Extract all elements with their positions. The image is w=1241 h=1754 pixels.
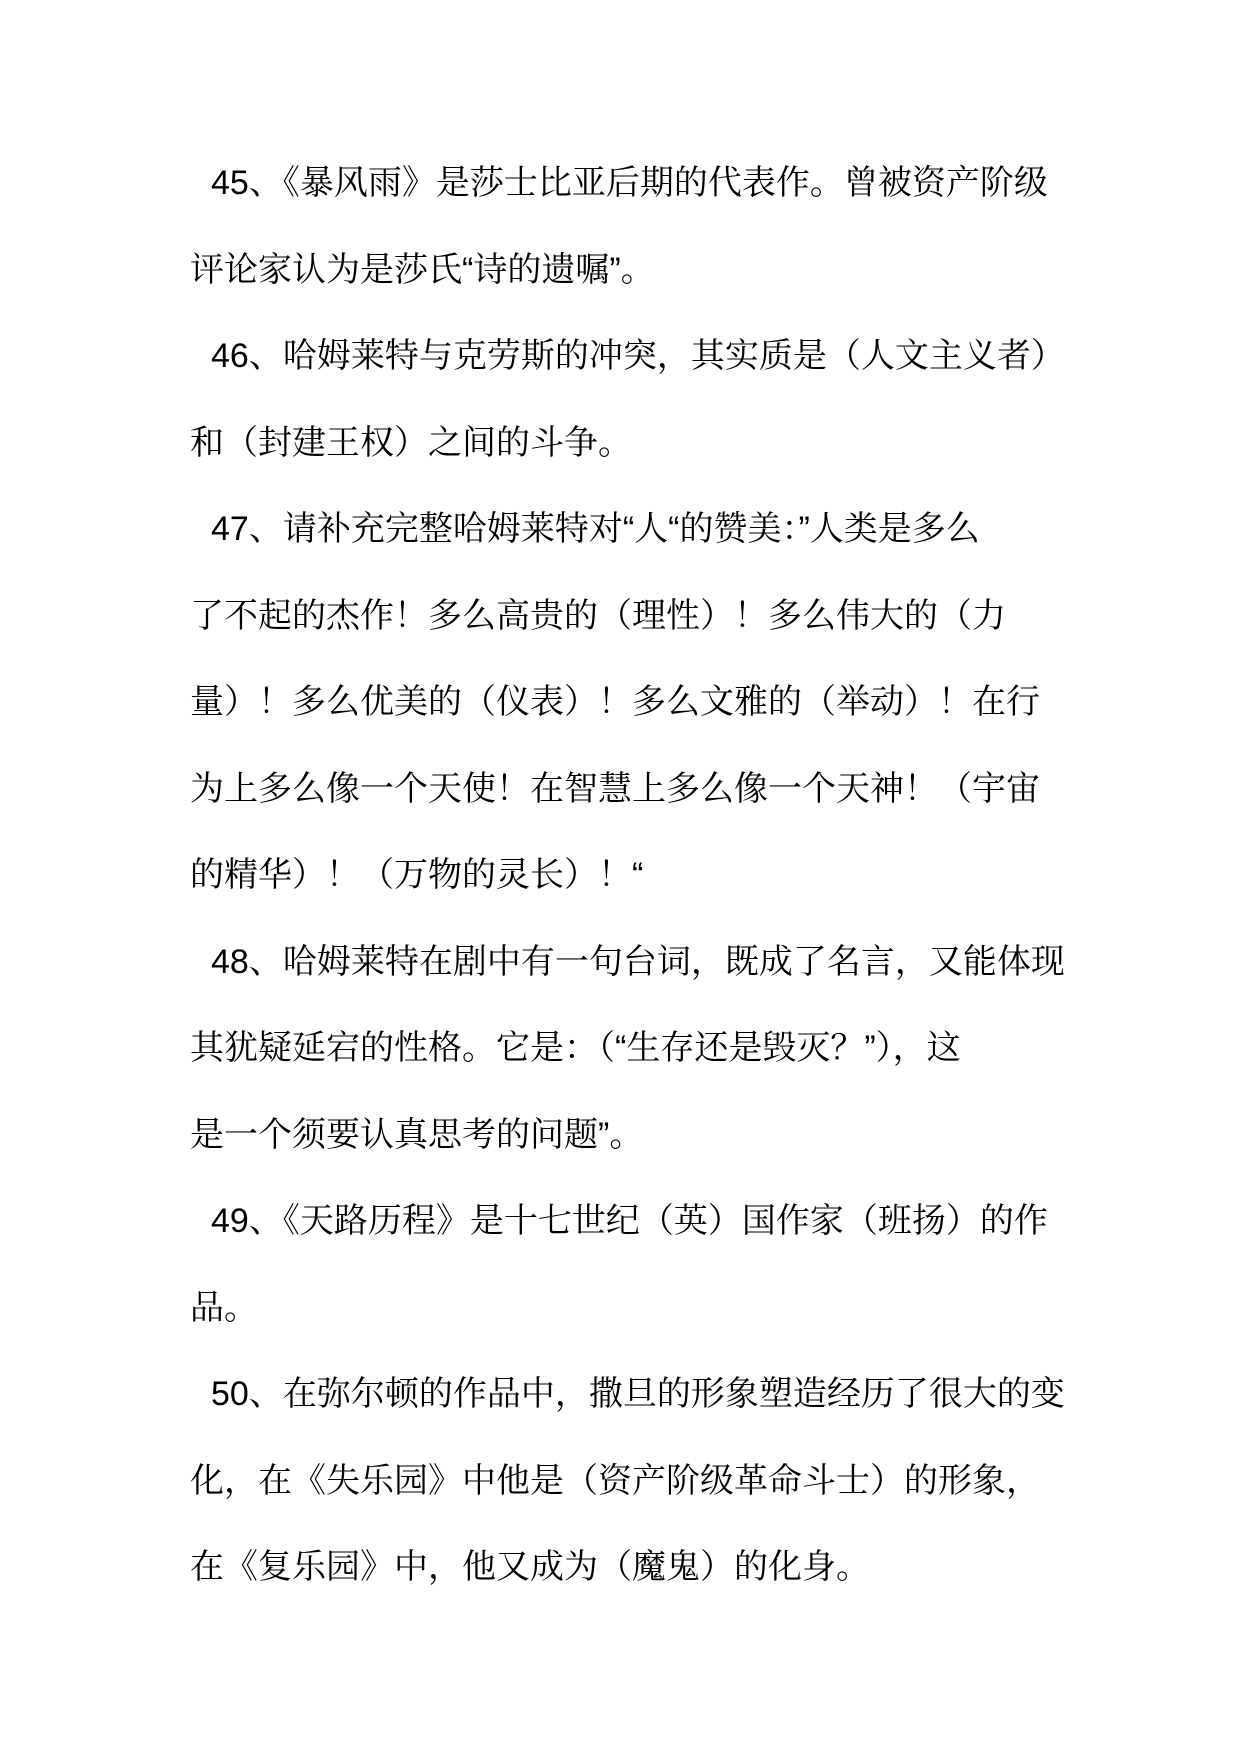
paragraph-50 xyxy=(190,1351,1090,1611)
text-line: 了不起的杰作！多么高贵的（理性）！多么伟大的（力 xyxy=(190,596,1006,635)
text-line: 45、《暴风雨》是莎士比亚后期的代表作。曾被资产阶级 xyxy=(211,164,1048,202)
text-line: 是一个须要认真思考的问题”。 xyxy=(190,1115,644,1154)
paragraph-48 xyxy=(190,919,1090,1179)
paragraph-47 xyxy=(190,486,1090,919)
text-line: 评论家认为是莎氏“诗的遗嘱”。 xyxy=(190,250,655,289)
document-body xyxy=(190,140,1090,1611)
text-line: 48、哈姆莱特在剧中有一句台词，既成了名言，又能体现 xyxy=(211,942,1065,981)
text-line: 46、哈姆莱特与克劳斯的冲突，其实质是（人文主义者） xyxy=(211,337,1065,375)
text-line: 化，在《失乐园》中他是（资产阶级革命斗士）的形象， xyxy=(190,1461,1040,1500)
paragraph-46 xyxy=(190,313,1090,486)
text-line: 47、请补充完整哈姆莱特对“人“的赞美：”人类是多么 xyxy=(211,510,980,548)
paragraph-45 xyxy=(190,140,1090,313)
text-line: 其犹疑延宕的性格。它是：（“生存还是毁灭？”），这 xyxy=(190,1029,961,1067)
text-line: 50、在弥尔顿的作品中，撒旦的形象塑造经历了很大的变 xyxy=(211,1375,1065,1413)
text-line: 量）！多么优美的（仪表）！多么文雅的（举动）！在行 xyxy=(190,683,1040,721)
text-line: 品。 xyxy=(190,1288,258,1327)
text-line: 为上多么像一个天使！在智慧上多么像一个天神！（宇宙 xyxy=(190,769,1040,808)
paragraph-49 xyxy=(190,1178,1090,1351)
text-line: 在《复乐园》中，他又成为（魔鬼）的化身。 xyxy=(190,1548,870,1586)
text-line: 和（封建王权）之间的斗争。 xyxy=(190,423,632,462)
text-line: 的精华）！（万物的灵长）！“ xyxy=(190,856,644,894)
text-line: 49、《天路历程》是十七世纪（英）国作家（班扬）的作 xyxy=(211,1202,1048,1240)
